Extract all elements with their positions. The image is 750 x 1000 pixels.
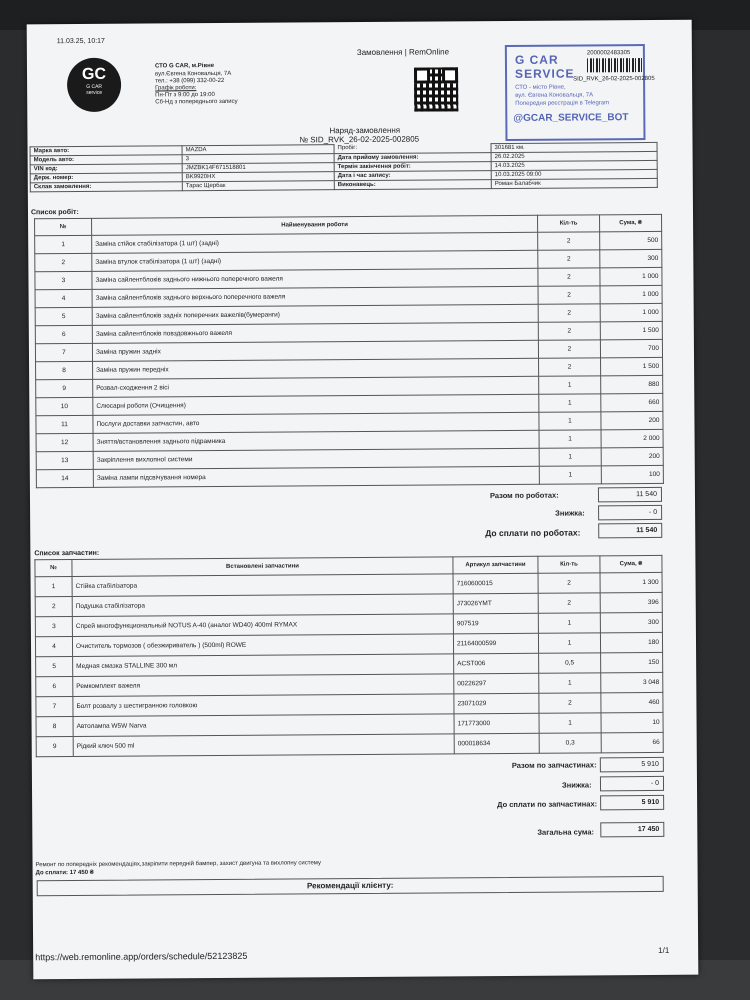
works-pay-value: 11 540 (598, 523, 662, 538)
works-row (36, 465, 663, 487)
stamp-line1: G CAR (514, 52, 559, 67)
finish-label: Термін закінчення робіт: (334, 162, 491, 172)
works-row-sum: 1 000 (600, 285, 662, 303)
parts-row-qty: 0,3 (539, 733, 601, 753)
works-table-body (35, 231, 664, 487)
print-datetime: 11.03.25, 10:17 (56, 37, 105, 46)
parts-row-art: J73026YMT (453, 593, 538, 614)
stamp-telegram: @GCAR_SERVICE_BOT (513, 112, 629, 124)
works-row-qty: 2 (538, 304, 600, 322)
company-name: СТО G CAR, м.Рівне (154, 63, 215, 70)
parts-col-qty: Кіл-ть (538, 556, 600, 573)
works-row-qty: 1 (539, 394, 601, 412)
works-row-sum: 200 (601, 411, 663, 429)
parts-col-sum: Сума, ₴ (600, 555, 662, 572)
works-total-label: Разом по роботах: (489, 490, 559, 501)
works-row-sum: 660 (601, 393, 663, 411)
works-row-name: Заміна сайлентблоків задніх поперечних важелів(бумеранги) (92, 304, 538, 325)
works-row-sum: 1 500 (601, 357, 663, 375)
works-row-sum: 1 000 (600, 267, 662, 285)
model-label: Модель авто: (30, 155, 182, 165)
hours-title: Графік роботи: (155, 85, 197, 92)
executor-value: Роман Балабчик (491, 178, 657, 188)
parts-row-name: Подушка стабілізатора (72, 594, 453, 617)
works-col-qty: Кіл-ть (538, 215, 600, 232)
order-sheet (27, 20, 699, 980)
works-row-name: Закріплення вихлопної системи (93, 448, 539, 469)
parts-row-art: ACST006 (454, 653, 539, 674)
works-row-n: 4 (35, 289, 92, 307)
works-row-sum: 300 (600, 249, 662, 267)
company-phone: тел.: +38 (099) 332-00-22 (155, 77, 225, 85)
works-row-name: Заміна стійок стабілізатора (1 шт) (задні) (92, 232, 538, 253)
works-row-n: 1 (35, 235, 92, 253)
parts-row-name: Болт розвалу з шестигранною головкою (73, 694, 454, 717)
parts-row-n: 1 (35, 577, 72, 597)
parts-row-sum: 1 300 (600, 572, 662, 592)
parts-col-art: Артикул запчастини (453, 556, 538, 574)
works-total-value: 11 540 (598, 487, 662, 502)
parts-row-art: 7160600015 (453, 573, 538, 594)
recommendations-title: Рекомендації клієнту: (306, 880, 394, 891)
page-number: 1/1 (658, 945, 670, 955)
parts-row-n: 3 (35, 617, 72, 637)
order-title: Наряд-замовлення (329, 125, 401, 136)
works-row-n: 11 (36, 415, 93, 433)
works-row-n: 8 (36, 361, 93, 379)
works-row-n: 3 (35, 271, 92, 289)
works-row-n: 5 (35, 307, 92, 325)
works-row-name: Слюсарні роботи (Очищення) (93, 394, 539, 415)
parts-table (34, 555, 663, 757)
parts-row-n: 4 (35, 637, 72, 657)
make-label: Марка авто: (30, 146, 182, 156)
parts-row-qty: 1 (538, 613, 600, 633)
works-row-sum: 200 (601, 447, 663, 465)
parts-row-qty: 1 (539, 713, 601, 733)
mileage-label: Пробіг: (337, 145, 358, 152)
works-row-n: 6 (35, 325, 92, 343)
works-row-name: Заміна пружин задніх (92, 340, 538, 361)
parts-row-sum: 180 (600, 632, 662, 652)
works-row-name: Заміна сайлентблоків повздовжнього важеля (92, 322, 538, 343)
parts-row-sum: 460 (601, 692, 663, 712)
parts-row-qty: 0,5 (539, 653, 601, 673)
accept-value: 26.02.2025 (491, 151, 657, 161)
parts-row-n: 8 (36, 717, 73, 737)
works-row-n: 13 (36, 451, 93, 469)
parts-col-name: Встановлені запчастини (72, 557, 453, 577)
works-row-qty: 1 (539, 466, 601, 484)
parts-row-art: 21164000599 (453, 633, 538, 654)
parts-pay-value: 5 910 (600, 795, 664, 810)
parts-discount-label: Знижка: (561, 780, 592, 790)
works-row-n: 2 (35, 253, 92, 271)
mileage-value: 301681 км. (491, 142, 657, 152)
logo-name: G CAR (86, 83, 103, 90)
author-label: Склав замовлення: (30, 182, 182, 192)
parts-row-n: 6 (36, 677, 73, 697)
works-row-name: Розвал-сходження 2 вісі (93, 376, 539, 397)
parts-row-name: Рідкий ключ 500 ml (73, 734, 454, 757)
page-url: https://web.remonline.app/orders/schedule/52123825 (35, 950, 248, 963)
make-value: MAZDA (182, 145, 334, 155)
works-row-n: 14 (36, 469, 93, 487)
parts-row-name: Стійка стабілізатора (72, 574, 453, 597)
works-row-name: Заміна сайлентблоків заднього нижнього поперечного важеля (92, 268, 538, 289)
stamp-line4: вул. Євгена Коновальця, 7А (515, 92, 594, 99)
works-row-name: Зняття/встановлення заднього підрамника (93, 430, 539, 451)
works-discount-value: - 0 (598, 505, 662, 520)
barcode (587, 58, 642, 72)
parts-row-n: 2 (35, 597, 72, 617)
grand-total-label: Загальна сума: (537, 827, 595, 837)
parts-pay-label: До сплати по запчастинах: (497, 799, 598, 810)
company-address: вул.Євгена Коновальця, 7А (155, 70, 232, 78)
accept-label: Дата прийому замовлення: (334, 153, 491, 163)
logo-sub: service (86, 89, 103, 96)
finish-value: 14.03.2025 (491, 160, 657, 170)
works-row-sum: 500 (600, 231, 662, 249)
stamp-line5: Попередня реєстрація в Telegram (515, 100, 610, 107)
parts-row-n: 9 (36, 737, 73, 757)
works-row-qty: 2 (538, 232, 600, 250)
footer-pay-line: До сплати: 17 450 ₴ (35, 869, 94, 877)
plate-label: Держ. номер: (30, 173, 182, 183)
parts-row-n: 7 (36, 697, 73, 717)
parts-row-art: 23071029 (454, 693, 539, 714)
works-row-qty: 1 (539, 448, 601, 466)
works-col-sum: Сума, ₴ (600, 214, 662, 231)
parts-discount-value: - 0 (600, 776, 664, 791)
vin-label: VIN код: (30, 164, 182, 174)
parts-row-qty: 2 (538, 573, 600, 593)
parts-row-sum: 396 (600, 592, 662, 612)
parts-row-art: 907519 (453, 613, 538, 634)
works-row-n: 12 (36, 433, 93, 451)
stamp-line3: СТО - місто Рівне, (515, 84, 566, 91)
works-col-name: Найменування роботи (92, 215, 538, 235)
works-row-sum: 100 (601, 465, 663, 483)
parts-row-name: Спрей многофункциональный NOTUS A-40 (аналог WD40) 400ml RYMAX (72, 614, 453, 637)
works-pay-label: До сплати по роботах: (485, 527, 581, 539)
parts-row-sum: 66 (601, 732, 663, 752)
works-row-name: Заміна сайлентблоків заднього верхнього поперечного важеля (92, 286, 538, 307)
author-value: Тарас Щербак (182, 181, 334, 191)
works-row-qty: 2 (538, 340, 600, 358)
parts-row-sum: 300 (600, 612, 662, 632)
recommendation-note: Ремонт по попередніх рекомендаціях,закріпити передній бампер, захист двигуна та вихлопну систему (35, 860, 321, 869)
parts-table-body (35, 572, 663, 756)
works-row-name: Заміна пружин передніх (93, 358, 539, 379)
parts-row-name: Ремкомплект важеля (73, 674, 454, 697)
works-table (34, 214, 664, 488)
qr-code (414, 67, 458, 111)
works-row-qty: 1 (539, 412, 601, 430)
plate-value: BK9920HX (182, 172, 334, 182)
parts-row-art: 00226297 (454, 673, 539, 694)
works-row-qty: 2 (538, 286, 600, 304)
company-logo (67, 58, 121, 112)
parts-row-qty: 2 (539, 693, 601, 713)
works-discount-label: Знижка: (555, 508, 585, 518)
parts-row-qty: 1 (538, 633, 600, 653)
works-row-n: 9 (36, 379, 93, 397)
works-row-sum: 2 000 (601, 429, 663, 447)
parts-col-num: № (35, 560, 72, 577)
logo-letters: GC (81, 65, 107, 83)
works-row-qty: 2 (539, 358, 601, 376)
parts-row-sum: 3 048 (601, 672, 663, 692)
works-row-n: 7 (35, 343, 92, 361)
stamp-line2: SERVICE (514, 66, 575, 81)
works-row-name: Заміна лампи підсвічування номера (93, 466, 539, 487)
parts-row-sum: 150 (601, 652, 663, 672)
works-col-num: № (35, 218, 92, 235)
grand-total-value: 17 450 (600, 822, 664, 837)
barcode-number: 2000002483305 (586, 50, 631, 57)
works-row-qty: 2 (538, 250, 600, 268)
vin-value: JMZBK14F671518801 (182, 163, 334, 173)
parts-row-n: 5 (36, 657, 73, 677)
parts-row-sum: 10 (601, 712, 663, 732)
parts-row (36, 732, 663, 756)
parts-total-value: 5 910 (600, 757, 664, 772)
parts-row-name: Очиститель тормозов ( обезжириватель ) (500ml) ROWE (72, 634, 453, 657)
works-row-qty: 2 (538, 322, 600, 340)
works-row-sum: 1 000 (600, 303, 662, 321)
parts-row-qty: 1 (539, 673, 601, 693)
parts-row-qty: 2 (538, 593, 600, 613)
works-section-title: Список робіт: (30, 208, 79, 217)
hours-weekdays: Пн-Пт з 9:00 до 19:00 (155, 92, 215, 99)
works-row-sum: 880 (601, 375, 663, 393)
appoint-label: Дата і час запису: (334, 171, 491, 181)
parts-row-art: 000018634 (454, 733, 539, 754)
parts-row-name: Автолампа W5W Narva (73, 714, 454, 737)
parts-row-art: 171773000 (454, 713, 539, 734)
works-row-n: 10 (36, 397, 93, 415)
hours-weekend: Сб-Нд з попереднього запису (155, 98, 238, 106)
vehicle-info-table (30, 142, 658, 192)
appoint-value: 10.03.2025 09:00 (491, 169, 657, 179)
parts-row-name: Медная смазка STALLINE 300 мл (73, 654, 454, 677)
parts-total-label: Разом по запчастинах: (511, 760, 597, 770)
works-row-qty: 2 (538, 268, 600, 286)
works-row-name: Заміна втулок стабілізатора (1 шт) (задні) (92, 250, 538, 271)
page-header-title: Замовлення | RemOnline (356, 47, 450, 58)
works-row-qty: 1 (539, 376, 601, 394)
order-number: № SID_RVK_26-02-2025-002805 (299, 134, 420, 145)
works-row-sum: 700 (600, 339, 662, 357)
parts-section-title: Список запчастин: (34, 549, 100, 558)
recommendations-box (37, 876, 664, 896)
executor-label: Виконавець: (334, 180, 491, 190)
stamp-order-ref: SID_RVK_26-02-2025-002805 (573, 75, 655, 83)
works-row-qty: 1 (539, 430, 601, 448)
works-row-name: Послуги доставки запчастин, авто (93, 412, 539, 433)
model-value: 3 (182, 154, 334, 164)
works-row-sum: 1 500 (600, 321, 662, 339)
